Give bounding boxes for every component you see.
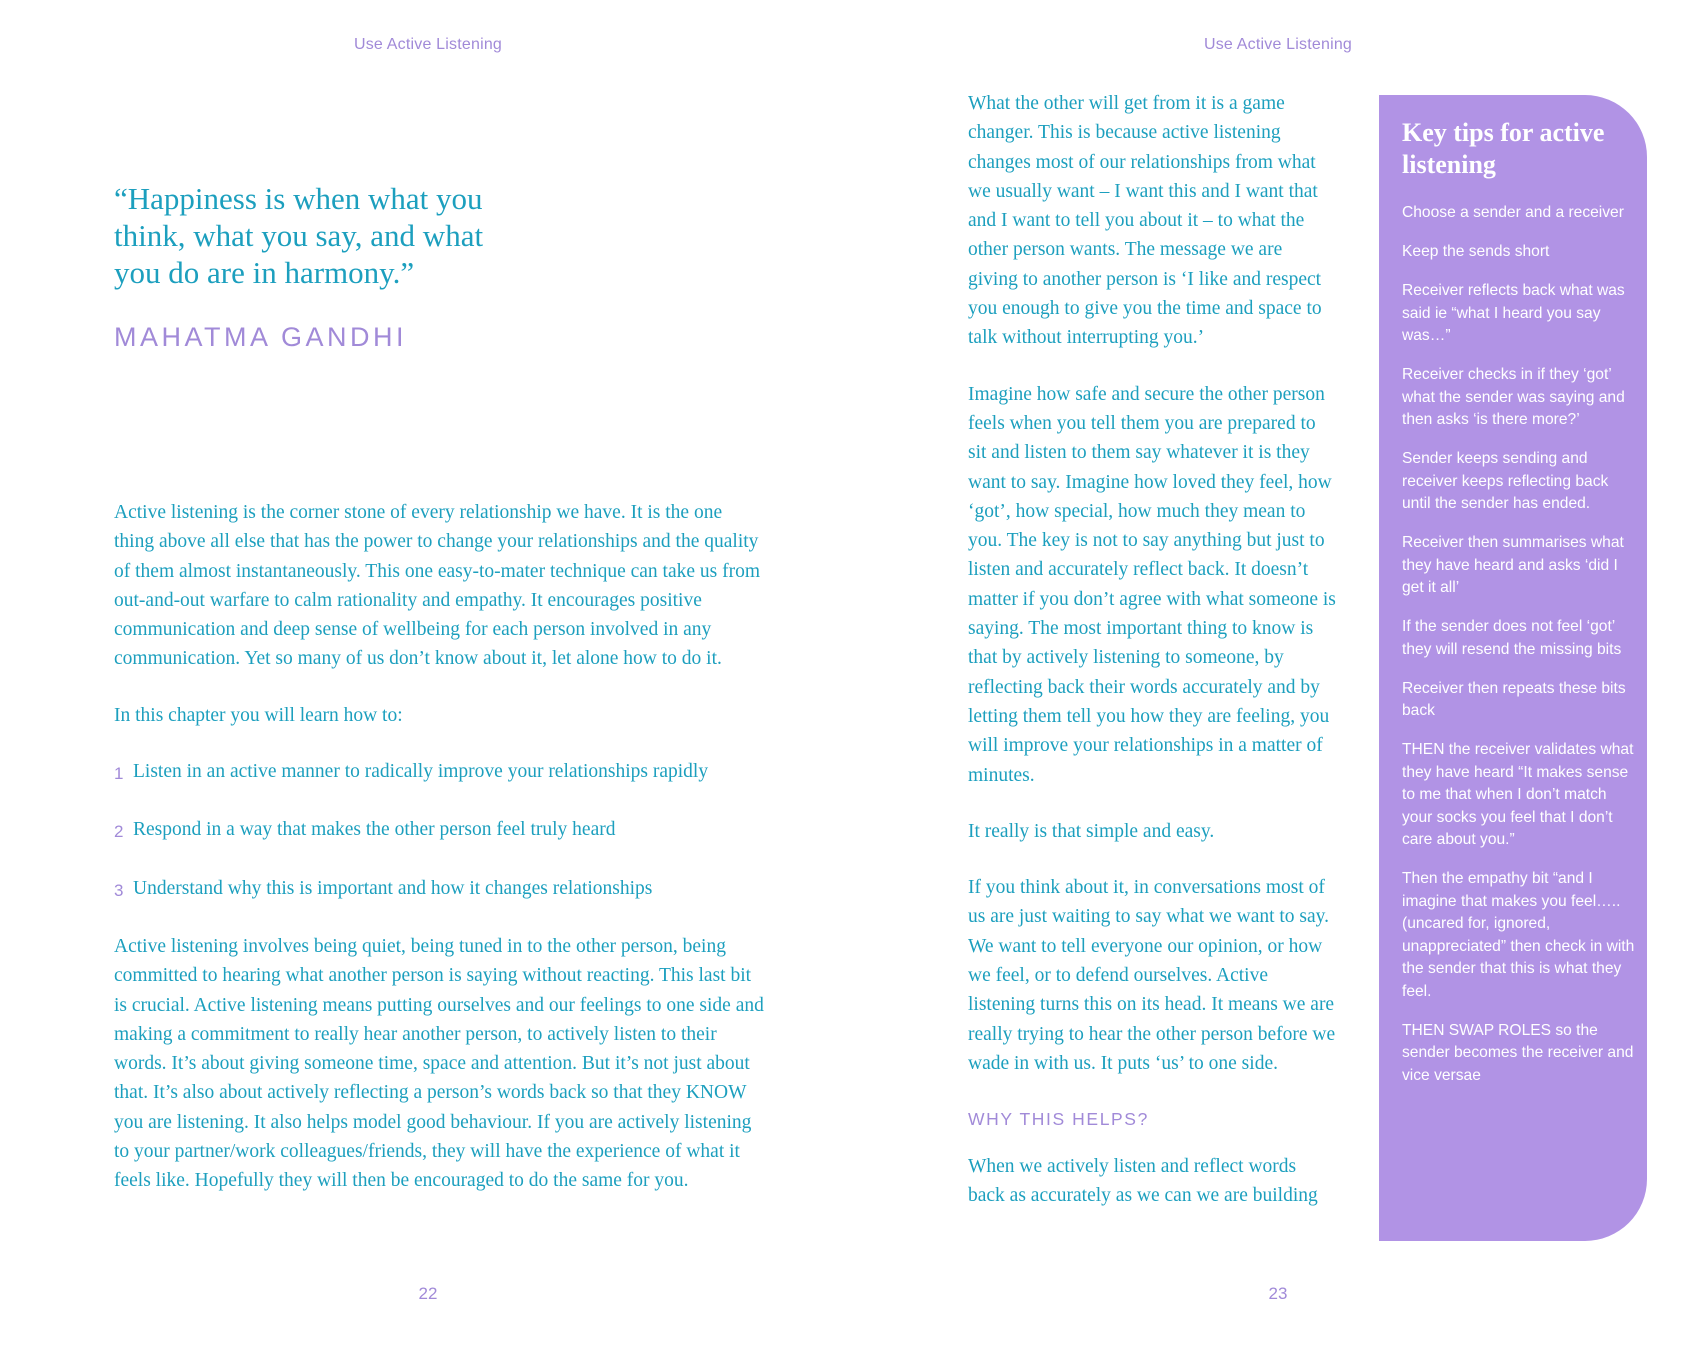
tip-item: Choose a sender and a receiver [1402, 204, 1624, 221]
running-head: Use Active Listening [1203, 36, 1353, 53]
tip-item: If the sender does not feel ‘got’ they will resend the missing bits [1402, 618, 1622, 658]
tip-item: Receiver then repeats these bits back [1402, 679, 1626, 719]
list-text: Listen in an active manner to radically improve your relationships rapidly [133, 761, 709, 783]
key-tips-panel [1379, 95, 1647, 1241]
list-item [114, 757, 764, 788]
paragraph: What the other will get from it is a game changer. This is because active listening changes most of our relationships from what we usually want – I want this and I want that and I want to tell you about it – to what the other person wants. The message we are giving to another person is ‘I like and respect you enough to give you the time and space to talk without interrupting you.’ [968, 93, 1322, 349]
paragraph: It really is that simple and easy. [968, 820, 1215, 842]
page-number: 23 [1268, 1284, 1288, 1303]
running-head: Use Active Listening [353, 36, 503, 53]
list-text: Understand why this is important and how it changes relationships [133, 877, 653, 899]
left-page [0, 0, 850, 1361]
section-subhead: WHY THIS HELPS? [968, 1109, 1149, 1130]
key-tips-list [1402, 202, 1635, 1087]
paragraph: In this chapter you will learn how to: [114, 704, 403, 726]
right-body [968, 89, 1336, 1237]
list-number: 1 [114, 764, 124, 784]
list-item [114, 815, 764, 846]
paragraph: Active listening involves being quiet, being tuned in to the other person, being committed to hearing what another person is saying without reacting. This last bit is crucial. Active listening means putting ourselves and our feelings to one side and making a commitment to really hear another person, to actively listen to their words. It’s about giving someone time, space and attention. But it’s not just about that. It’s also about actively reflecting a person’s words back so that they KNOW you are listening. It also helps model good behaviour. If you are actively listening to your partner/work colleagues/friends, they will have the experience of what it feels like. Hopefully they will then be encouraged to do the same for you. [114, 935, 764, 1192]
paragraph: If you think about it, in conversations most of us are just waiting to say what we want to say. We want to tell everyone our opinion, or how we feel, or to defend ourselves. Active listening turns this on its head. It means we are really trying to hear the other person before we wade in with us. It puts ‘us’ to one side. [968, 877, 1336, 1074]
paragraph: Imagine how safe and secure the other person feels when you tell them you are prepared to sit and listen to them say whatever it is they want to say. Imagine how loved they feel, how ‘got’, how special, how much they mean to you. The key is not to say anything but just to listen and accurately reflect back. It doesn’t matter if you don’t agree with what someone is saying. The most important thing to know is that by actively listening to someone, by reflecting back their words accurately and by letting them tell you how they are feeling, you will improve your relationships in a matter of minutes. [968, 383, 1336, 786]
tip-item: Receiver reflects back what was said ie “what I heard you say was…” [1402, 282, 1625, 344]
tip-item: Receiver checks in if they ‘got’ what the sender was saying and then asks ‘is there more?’ [1402, 366, 1625, 428]
list-text: Respond in a way that makes the other person feel truly heard [133, 819, 616, 841]
list-item [114, 874, 764, 905]
list-number: 2 [114, 822, 124, 842]
left-body [114, 498, 764, 1223]
tip-item: Then the empathy bit “and I imagine that makes you feel…..(uncared for, ignored, unappreciated” then check in with the sender that this is what they feel. [1402, 870, 1635, 1000]
paragraph: When we actively listen and reflect words back as accurately as we can we are building [968, 1155, 1318, 1206]
paragraph: Active listening is the corner stone of every relationship we have. It is the one thing above all else that has the power to change your relationships and the quality of them almost instantaneously. This one easy-to-mater technique can take us from out-and-out warfare to calm rationality and empathy. It encourages positive communication and deep sense of wellbeing for each person involved in any communication. Yet so many of us don’t know about it, let alone how to do it. [114, 502, 761, 670]
tip-item: Receiver then summarises what they have heard and asks ‘did I get it all’ [1402, 534, 1624, 596]
tip-item: Sender keeps sending and receiver keeps reflecting back until the sender has ended. [1402, 450, 1609, 512]
tip-item: THEN the receiver validates what they have heard “It makes sense to me that when I don’t match your socks you feel that I don’t care about you.” [1402, 741, 1634, 848]
tip-item: Keep the sends short [1402, 243, 1550, 260]
epigraph-author: MAHATMA GANDHI [114, 322, 408, 352]
page-number: 22 [418, 1284, 438, 1303]
list-number: 3 [114, 880, 124, 900]
key-tips-title: Key tips for active listening [1402, 118, 1605, 179]
epigraph-quote: “Happiness is when what you think, what you say, and what you do are in harmony.” [114, 181, 484, 290]
right-page [850, 0, 1701, 1361]
tip-item: THEN SWAP ROLES so the sender becomes the receiver and vice versae [1402, 1021, 1634, 1084]
